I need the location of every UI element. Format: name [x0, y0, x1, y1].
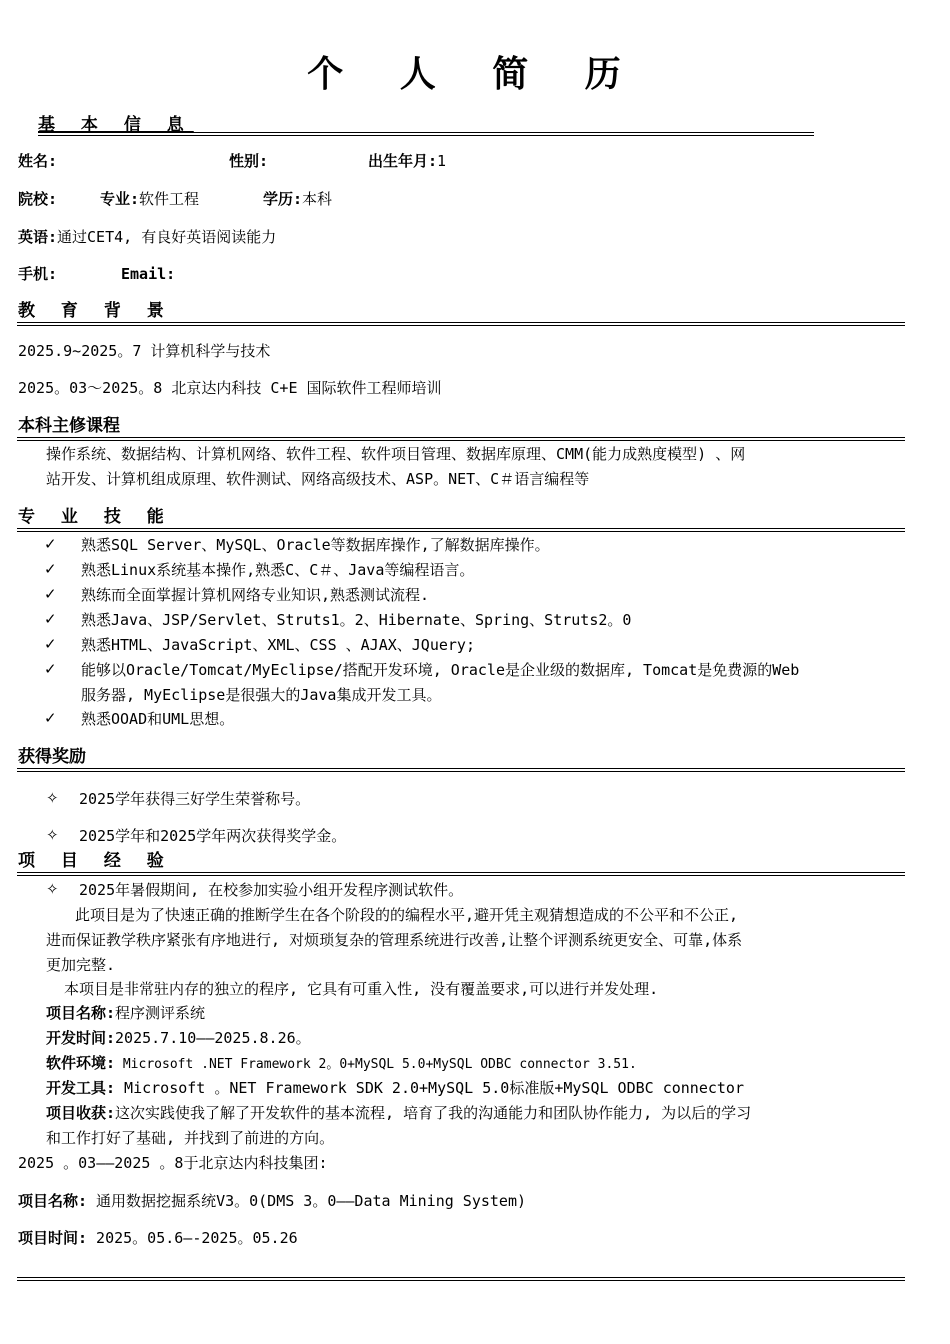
project-tools-value: Microsoft 。NET Framework SDK 2.0+MySQL 5.0标准版+MySQL ODBC connector [115, 1079, 744, 1097]
second-period: 2025 。03——2025 。8于北京达内科技集团: [18, 1154, 328, 1172]
courses-line: 操作系统、数据结构、计算机网络、软件工程、软件项目管理、数据库原理、CMM(能力成熟度模型) 、网 [46, 445, 746, 463]
english-label: 英语: [18, 228, 58, 246]
skill-item: 熟悉SQL Server、MySQL、Oracle等数据库操作,了解数据库操作。 [81, 536, 550, 554]
checkmark-icon: ✓ [44, 560, 57, 578]
star-bullet-icon: ✧ [46, 789, 59, 807]
project-gain-continued: 和工作打好了基础, 并找到了前进的方向。 [46, 1129, 335, 1147]
checkmark-icon: ✓ [44, 535, 57, 553]
project-desc: 进而保证教学秩序紧张有序地进行, 对烦琐复杂的管理系统进行改善,让整个评测系统更安全、可靠,体系 [46, 931, 743, 949]
project-time-field [46, 1028, 311, 1048]
checkmark-icon: ✓ [44, 585, 57, 603]
section-projects-heading: 项 目 经 验 [18, 851, 174, 871]
project2-time-value: 2025。05.6—-2025。05.26 [87, 1229, 298, 1247]
phone-label: 手机: [18, 265, 58, 283]
skill-item: 熟悉Linux系统基本操作,熟悉C、C＃、Java等编程语言。 [81, 561, 475, 579]
skill-item: 熟悉HTML、JavaScript、XML、CSS 、AJAX、JQuery; [81, 636, 475, 654]
skill-item: 熟悉Java、JSP/Servlet、Struts1。2、Hibernate、Spring、Struts2。0 [81, 611, 632, 629]
project-tools-label: 开发工具: [46, 1079, 116, 1097]
school-label: 院校: [18, 190, 58, 208]
major-label: 专业: [100, 190, 140, 208]
project-env-label: 软件环境: [46, 1054, 116, 1072]
skill-item: 熟练而全面掌握计算机网络专业知识,熟悉测试流程. [81, 586, 430, 604]
basic-row-2 [18, 189, 57, 209]
checkmark-icon: ✓ [44, 610, 57, 628]
section-courses-heading: 本科主修课程 [18, 416, 120, 436]
project-desc: 本项目是非常驻内存的独立的程序, 它具有可重入性, 没有覆盖要求,可以进行并发处理. [64, 980, 659, 998]
project-env-field [46, 1053, 637, 1075]
section-divider [38, 135, 814, 136]
award-item: 2025学年和2025学年两次获得奖学金。 [79, 827, 347, 845]
award-item: 2025学年获得三好学生荣誉称号。 [79, 790, 311, 808]
skill-item: 能够以Oracle/Tomcat/MyEclipse/搭配开发环境, Oracle是企业级的数据库, Tomcat是免费源的Web [81, 661, 800, 679]
section-divider [17, 531, 905, 532]
project-env-value: Microsoft .NET Framework 2。0+MySQL 5.0+MySQL ODBC connector 3.51. [115, 1057, 637, 1072]
english-field [18, 227, 276, 247]
project-time-value: 2025.7.10——2025.8.26。 [115, 1029, 311, 1047]
project2-time-field [18, 1228, 298, 1248]
skill-item: 熟悉OOAD和UML思想。 [81, 710, 235, 728]
section-divider [17, 437, 905, 438]
section-divider [17, 768, 905, 769]
courses-line: 站开发、计算机组成原理、软件测试、网络高级技术、ASP。NET、C＃语言编程等 [46, 470, 590, 488]
project-name-field [46, 1003, 205, 1023]
project-gain-field [46, 1103, 751, 1123]
section-divider [17, 440, 905, 441]
project-desc: 此项目是为了快速正确的推断学生在各个阶段的的编程水平,避开凭主观猜想造成的不公平和不公正, [75, 906, 739, 924]
birth-value: 1 [437, 152, 447, 170]
birth-field [368, 151, 446, 171]
gender-label: 性别: [229, 152, 269, 170]
footer-divider [17, 1280, 905, 1281]
project-time-label: 开发时间: [46, 1029, 116, 1047]
email-label: Email: [121, 265, 176, 283]
major-field [100, 189, 199, 209]
project2-name-field [18, 1191, 526, 1211]
checkmark-icon: ✓ [44, 660, 57, 678]
skill-item-continued: 服务器, MyEclipse是很强大的Java集成开发工具。 [81, 686, 442, 704]
english-value: 通过CET4, 有良好英语阅读能力 [57, 228, 277, 246]
project-tools-field [46, 1078, 744, 1098]
footer-divider [17, 1277, 905, 1278]
section-education-heading: 教 育 背 景 [18, 301, 174, 321]
section-divider [17, 872, 905, 873]
basic-row-1 [18, 151, 57, 171]
project-gain-label: 项目收获: [46, 1104, 116, 1122]
section-divider [17, 875, 905, 876]
section-divider [17, 325, 905, 326]
section-divider [17, 528, 905, 529]
major-value: 软件工程 [139, 190, 200, 208]
project-gain-value: 这次实践使我了解了开发软件的基本流程, 培育了我的沟通能力和团队协作能力, 为以后的学习 [115, 1104, 752, 1122]
project2-time-label: 项目时间: [18, 1229, 88, 1247]
section-skills-heading: 专 业 技 能 [18, 507, 174, 527]
project-name-value: 程序测评系统 [115, 1004, 206, 1022]
checkmark-icon: ✓ [44, 635, 57, 653]
name-label: 姓名: [18, 152, 58, 170]
degree-field [263, 189, 332, 209]
birth-label: 出生年月: [368, 152, 438, 170]
degree-value: 本科 [302, 190, 333, 208]
section-divider [17, 322, 905, 323]
project-name-label: 项目名称: [46, 1004, 116, 1022]
project2-name-value: 通用数据挖掘系统V3。0(DMS 3。0——Data Mining System) [87, 1192, 527, 1210]
section-divider [38, 132, 814, 133]
education-item: 2025.9~2025。7 计算机科学与技术 [18, 342, 271, 360]
education-item: 2025。03～2025。8 北京达内科技 C+E 国际软件工程师培训 [18, 379, 442, 397]
project2-name-label: 项目名称: [18, 1192, 88, 1210]
section-divider [17, 771, 905, 772]
project-intro: 2025年暑假期间, 在校参加实验小组开发程序测试软件。 [79, 881, 464, 899]
page-title: 个 人 简 历 [307, 53, 643, 95]
star-bullet-icon: ✧ [46, 880, 59, 898]
checkmark-icon: ✓ [44, 709, 57, 727]
star-bullet-icon: ✧ [46, 826, 59, 844]
project-desc: 更加完整. [46, 956, 116, 974]
degree-label: 学历: [263, 190, 303, 208]
section-basic-heading: 基 本 信 息 [38, 115, 194, 135]
section-awards-heading: 获得奖励 [18, 747, 86, 767]
